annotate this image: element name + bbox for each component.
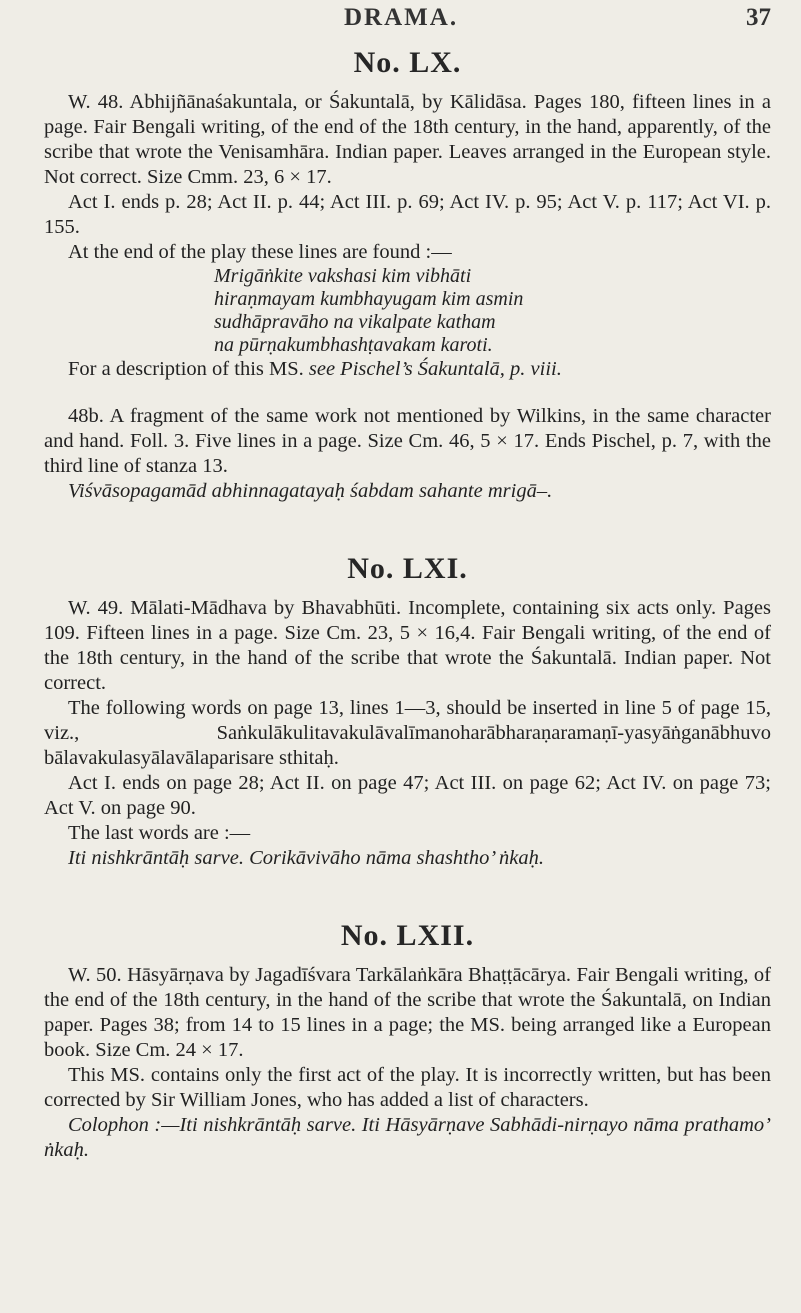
description-reference	[44, 357, 771, 382]
verse-line: Mrigāṅkite vakshasi kim vibhāti	[214, 265, 472, 287]
spacer	[44, 504, 771, 540]
verse-line: hiraṇmayam kumbhayugam kim asmin	[214, 288, 524, 310]
colophon-label: Colophon :—	[68, 1114, 180, 1136]
verse-block	[214, 265, 771, 357]
fragment-quote: Viśvāsopagamād abhinnagatayaḥ śabdam sahante mrigā–.	[68, 480, 553, 502]
verse-line: sudhāpravāho na vikalpate katham	[214, 311, 496, 333]
last-words-quote: Iti nishkrāntāḥ sarve. Corikāvivāho nāma shashtho’ ṅkaḥ.	[68, 847, 545, 869]
insertion-note: The following words on page 13, lines 1—3, should be inserted in line 5 of page 15, viz., Saṅkulākulitavakulāvalīmanoharābharaṇaramaṇī-yasyāṅganābhuvo bālavakulasyālavālaparisare sthitaḥ.	[44, 697, 771, 769]
act-listing: Act I. ends p. 28; Act II. p. 44; Act III. p. 69; Act IV. p. 95; Act V. p. 117; Act VI. p. 155.	[44, 191, 771, 238]
fragment-description: 48b. A fragment of the same work not mentioned by Wilkins, in the same character and hand. Foll. 3. Five lines in a page. Size Cm. 46, 5 × 17. Ends Pischel, p. 7, with the third line of stanza 13.	[44, 405, 771, 477]
running-title: DRAMA.	[344, 4, 459, 31]
colophon-text: Iti nishkrāntāḥ sarve. Iti Hāsyārṇave Sabhādi-nirṇayo nāma prathamo’ ṅkaḥ.	[44, 1114, 771, 1161]
entry-heading: No. LXI.	[347, 552, 468, 585]
running-head	[44, 0, 771, 34]
reference-citation: see Pischel’s Śakuntalā, p. viii.	[308, 358, 562, 380]
entry-description: W. 48. Abhijñānaśakuntala, or Śakuntalā, by Kālidāsa. Pages 180, fifteen lines in a page. Fair Bengali writing, of the end of the 18th century, in the hand, apparently, of the scribe that wrote the Venisamhāra. Indian paper. Leaves arranged in the European style. Not correct. Size Cmm. 23, 6 × 17.	[44, 91, 771, 188]
entry-lxii	[44, 919, 771, 1163]
verse-intro: At the end of the play these lines are found :—	[68, 241, 452, 263]
entry-heading: No. LX.	[353, 46, 462, 79]
entry-lxi	[44, 552, 771, 871]
content-note: This MS. contains only the first act of the play. It is incorrectly written, but has been corrected by Sir William Jones, who has added a list of characters.	[44, 1064, 771, 1111]
spacer	[44, 871, 771, 907]
act-listing: Act I. ends on page 28; Act II. on page 47; Act III. on page 62; Act IV. on page 73; Act V. on page 90.	[44, 772, 771, 819]
reference-prefix: For a description of this MS.	[68, 358, 304, 380]
last-words-intro: The last words are :—	[68, 822, 251, 844]
entry-description: W. 49. Mālati-Mādhava by Bhavabhūti. Incomplete, containing six acts only. Pages 109. Fifteen lines in a page. Size Cm. 23, 5 × 16,4. Fair Bengali writing, of the end of the 18th century, in the hand of the scribe that wrote the Śakuntalā. Indian paper. Not correct.	[44, 597, 771, 694]
entry-heading: No. LXII.	[340, 919, 475, 952]
spacer	[44, 382, 771, 404]
entry-description: W. 50. Hāsyārṇava by Jagadīśvara Tarkālaṅkāra Bhaṭṭācārya. Fair Bengali writing, of the end of the 18th century, in the hand of the scribe that wrote the Śakuntalā, on Indian paper. Pages 38; from 14 to 15 lines in a page; the MS. being arranged like a European book. Size Cm. 24 × 17.	[44, 964, 771, 1061]
verse-line: na pūrṇakumbhashṭavakam karoti.	[214, 334, 493, 356]
entry-lx	[44, 46, 771, 504]
colophon	[44, 1113, 771, 1163]
page-number: 37	[746, 4, 771, 31]
